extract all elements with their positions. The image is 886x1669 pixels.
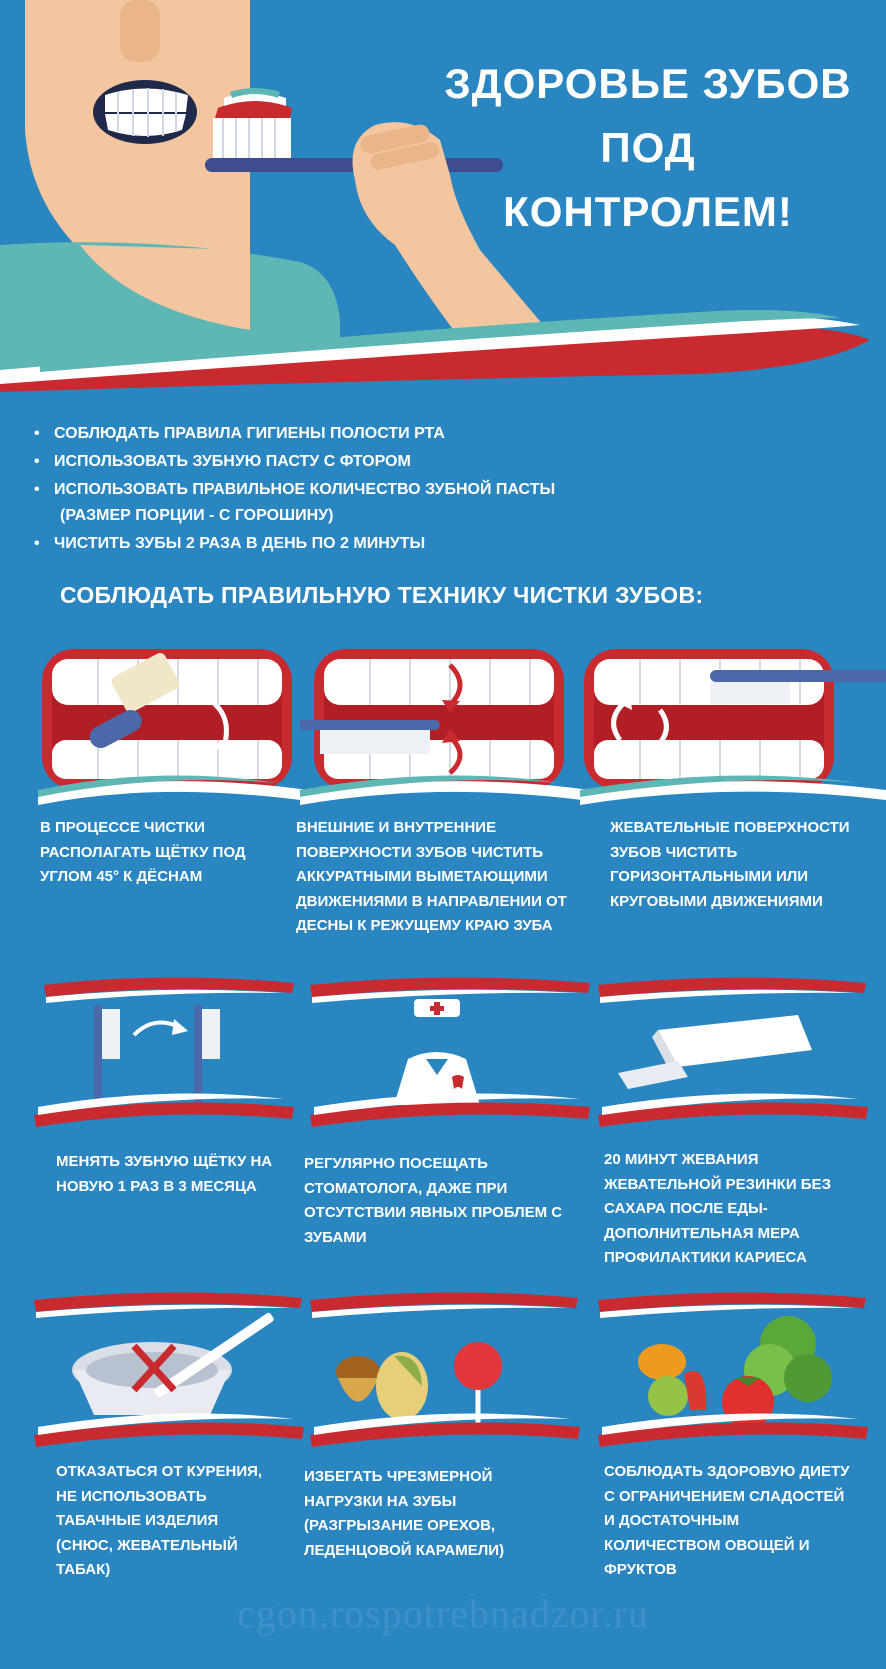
bullet-icon: • (34, 535, 40, 552)
bullet-icon: • (34, 481, 40, 498)
brush-replace-icon (34, 975, 304, 1135)
vegetables-fruits-icon (598, 1290, 886, 1455)
tip-text: (РАЗМЕР ПОРЦИИ - С ГОРОШИНУ) (60, 507, 334, 524)
mouth-brush-angle-icon (38, 645, 308, 805)
source-watermark: cgon.rospotrebnadzor.ru (237, 1591, 649, 1636)
caption-chewing-gum: 20 МИНУТ ЖЕВАНИЯ ЖЕВАТЕЛЬНОЙ РЕЗИНКИ БЕЗ САХАРА ПОСЛЕ ЕДЫ- ДОПОЛНИТЕЛЬНАЯ МЕРА ПРОФИЛАКТИКИ КАРИЕСА (604, 1151, 831, 1266)
tip-text: ИСПОЛЬЗОВАТЬ ЗУБНУЮ ПАСТУ С ФТОРОМ (54, 453, 411, 470)
dentist-icon (310, 975, 590, 1135)
chewing-gum-icon (598, 975, 886, 1135)
caption-healthy-diet: СОБЛЮДАТЬ ЗДОРОВУЮ ДИЕТУ С ОГРАНИЧЕНИЕМ СЛАДОСТЕЙ И ДОСТАТОЧНЫМ КОЛИЧЕСТВОМ ОВОЩЕЙ И ФРУКТОВ (604, 1463, 850, 1578)
tip-item (28, 530, 555, 558)
face-icon (0, 0, 340, 400)
title-line-3: КОНТРОЛЕМ! (503, 188, 793, 235)
tip-item (28, 476, 555, 504)
caption-brush-angle: В ПРОЦЕССЕ ЧИСТКИ РАСПОЛАГАТЬ ЩЁТКУ ПОД УГЛОМ 45° К ДЁСНАМ (40, 819, 246, 885)
tip-item (28, 420, 555, 448)
caption-sweep-motion: ВНЕШНИЕ И ВНУТРЕННИЕ ПОВЕРХНОСТИ ЗУБОВ ЧИСТИТЬ АККУРАТНЫМИ ВЫМЕТАЮЩИМИ ДВИЖЕНИЯМИ В НАПРАВЛЕНИИ ОТ ДЕСНЫ К РЕЖУЩЕМУ КРАЮ ЗУБА (296, 819, 567, 934)
title-line-2: ПОД (600, 124, 696, 171)
nuts-candy-icon (310, 1290, 590, 1455)
caption-replace-brush: МЕНЯТЬ ЗУБНУЮ ЩЁТКУ НА НОВУЮ 1 РАЗ В 3 МЕСЯЦА (56, 1153, 273, 1195)
tip-item (28, 448, 555, 476)
bullet-icon: • (34, 453, 40, 470)
tip-item-continuation (28, 502, 555, 530)
tip-text: ЧИСТИТЬ ЗУБЫ 2 РАЗА В ДЕНЬ ПО 2 МИНУТЫ (54, 535, 426, 552)
hygiene-tips-list (28, 420, 555, 558)
caption-visit-dentist: РЕГУЛЯРНО ПОСЕЩАТЬ СТОМАТОЛОГА, ДАЖЕ ПРИ ОТСУТСТВИИ ЯВНЫХ ПРОБЛЕМ С ЗУБАМИ (304, 1155, 563, 1246)
tip-text: ИСПОЛЬЗОВАТЬ ПРАВИЛЬНОЕ КОЛИЧЕСТВО ЗУБНОЙ ПАСТЫ (54, 481, 556, 498)
no-smoking-icon (34, 1290, 314, 1455)
page-title (438, 52, 858, 244)
caption-avoid-hard-food: ИЗБЕГАТЬ ЧРЕЗМЕРНОЙ НАГРУЗКИ НА ЗУБЫ (РАЗГРЫЗАНИЕ ОРЕХОВ, ЛЕДЕНЦОВОЙ КАРАМЕЛИ) (304, 1468, 505, 1559)
mouth-sweep-icon (300, 645, 590, 805)
mouth-circular-icon (580, 640, 886, 805)
title-line-1: ЗДОРОВЬЕ ЗУБОВ (444, 60, 852, 107)
caption-chewing-surfaces: ЖЕВАТЕЛЬНЫЕ ПОВЕРХНОСТИ ЗУБОВ ЧИСТИТЬ ГОРИЗОНТАЛЬНЫМИ ИЛИ КРУГОВЫМИ ДВИЖЕНИЯМИ (610, 819, 850, 910)
technique-heading: СОБЛЮДАТЬ ПРАВИЛЬНУЮ ТЕХНИКУ ЧИСТКИ ЗУБОВ: (60, 582, 704, 608)
tip-text: СОБЛЮДАТЬ ПРАВИЛА ГИГИЕНЫ ПОЛОСТИ РТА (54, 425, 445, 442)
bullet-icon: • (34, 425, 40, 442)
caption-no-smoking: ОТКАЗАТЬСЯ ОТ КУРЕНИЯ, НЕ ИСПОЛЬЗОВАТЬ ТАБАЧНЫЕ ИЗДЕЛИЯ (СНЮС, ЖЕВАТЕЛЬНЫЙ ТАБАК) (56, 1463, 263, 1578)
